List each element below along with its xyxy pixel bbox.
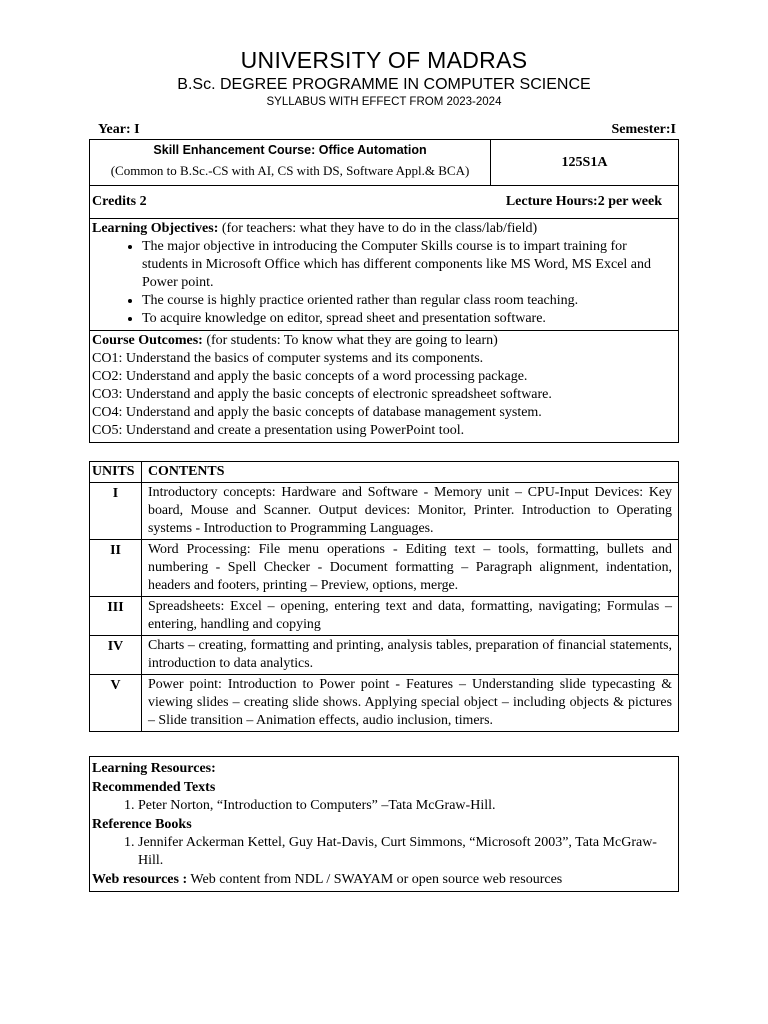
university-title: UNIVERSITY OF MADRAS	[240, 47, 528, 73]
course-code: 125S1A	[491, 140, 679, 186]
unit-content: Introductory concepts: Hardware and Software - Memory unit – CPU-Input Devices: Key board, Mouse and Scanner. Output devices: Monitor, Printer. Introduction to Operating systems - Introduction to Programming Languages.	[142, 483, 679, 540]
unit-number: IV	[90, 636, 142, 675]
units-header-row	[90, 462, 679, 483]
unit-number: III	[90, 597, 142, 636]
course-name-cell	[90, 140, 491, 186]
lecture-hours-label: Lecture Hours:2 per week	[505, 194, 662, 209]
reference-books-label: Reference Books	[92, 817, 192, 832]
unit-content: Spreadsheets: Excel – opening, entering text and data, formatting, navigating; Formulas – entering, handling and copying	[142, 597, 679, 636]
list-item: CO3: Understand and apply the basic concepts of electronic spreadsheet software.	[92, 387, 552, 402]
list-item: • The major objective in introducing the Computer Skills course is to impart training for students in Microsoft Office which has different components like MS Word, MS Excel and Power point.	[142, 238, 676, 292]
course-title: Skill Enhancement Course: Office Automation	[153, 143, 427, 157]
effective-line: SYLLABUS WITH EFFECT FROM 2023-2024	[266, 96, 502, 108]
unit-content: Power point: Introduction to Power point - Features – Understanding slide typecasting & viewing slides – creating slide shows. Applying special object – including objects & pictures – Slide transition – Animation effects, audio inclusion, timers.	[142, 675, 679, 732]
list-item: • To acquire knowledge on editor, spread sheet and presentation software.	[142, 310, 676, 328]
list-item: 1. Peter Norton, “Introduction to Computers” –Tata McGraw-Hill.	[138, 797, 676, 815]
course-info-table	[89, 139, 679, 443]
table-row	[90, 597, 679, 636]
web-resources-text: Web content from NDL / SWAYAM or open source web resources	[187, 872, 563, 887]
recommended-texts-label: Recommended Texts	[92, 780, 216, 795]
unit-content: Charts – creating, formatting and printing, analysis tables, preparation of financial statements, introduction to data analytics.	[142, 636, 679, 675]
credits-row	[90, 186, 679, 219]
learning-resources-table	[89, 756, 679, 892]
learning-objectives-list	[92, 238, 676, 328]
year-label: Year: I	[98, 122, 140, 137]
course-outcomes-row	[90, 331, 679, 443]
credits-label: Credits 2	[92, 194, 147, 209]
unit-number: V	[90, 675, 142, 732]
year-semester-line	[98, 122, 676, 138]
unit-content: Word Processing: File menu operations - Editing text – tools, formatting, bullets and numbering - Spell Checker - Document formatting – Paragraph alignment, indentation, headers and footers, printing – Preview, options, merge.	[142, 540, 679, 597]
document-header	[0, 46, 768, 109]
list-item: • The course is highly practice oriented rather than regular class room teaching.	[142, 292, 676, 310]
semester-label: Semester:I	[611, 122, 676, 137]
list-item: 1. Jennifer Ackerman Kettel, Guy Hat-Davis, Curt Simmons, “Microsoft 2003”, Tata McGraw- Hill.	[138, 834, 676, 870]
reference-books-list	[92, 834, 676, 870]
table-row	[90, 483, 679, 540]
learning-resources-title: Learning Resources:	[92, 761, 216, 776]
learning-objectives-label: Learning Objectives:	[92, 221, 219, 236]
unit-number: II	[90, 540, 142, 597]
units-table	[89, 461, 679, 732]
list-item: CO5: Understand and create a presentation using PowerPoint tool.	[92, 423, 465, 438]
list-item: CO1: Understand the basics of computer systems and its components.	[92, 351, 484, 366]
course-outcomes-note: (for students: To know what they are going to learn)	[202, 333, 498, 348]
course-outcomes-label: Course Outcomes:	[92, 333, 203, 348]
programme-title: B.Sc. DEGREE PROGRAMME IN COMPUTER SCIENCE	[177, 76, 591, 93]
web-resources-label: Web resources :	[92, 872, 188, 887]
recommended-texts-list	[92, 797, 676, 815]
table-row	[90, 540, 679, 597]
list-item: CO4: Understand and apply the basic concepts of database management system.	[92, 405, 542, 420]
contents-header: CONTENTS	[142, 462, 679, 483]
list-item: CO2: Understand and apply the basic concepts of a word processing package.	[92, 369, 528, 384]
learning-objectives-row	[90, 219, 679, 331]
table-row	[90, 636, 679, 675]
table-row	[90, 675, 679, 732]
learning-resources-cell	[90, 757, 679, 892]
learning-objectives-note: (for teachers: what they have to do in the class/lab/field)	[218, 221, 538, 236]
course-common-note: (Common to B.Sc.-CS with AI, CS with DS, Software Appl.& BCA)	[110, 163, 470, 178]
units-header: UNITS	[90, 462, 142, 483]
unit-number: I	[90, 483, 142, 540]
